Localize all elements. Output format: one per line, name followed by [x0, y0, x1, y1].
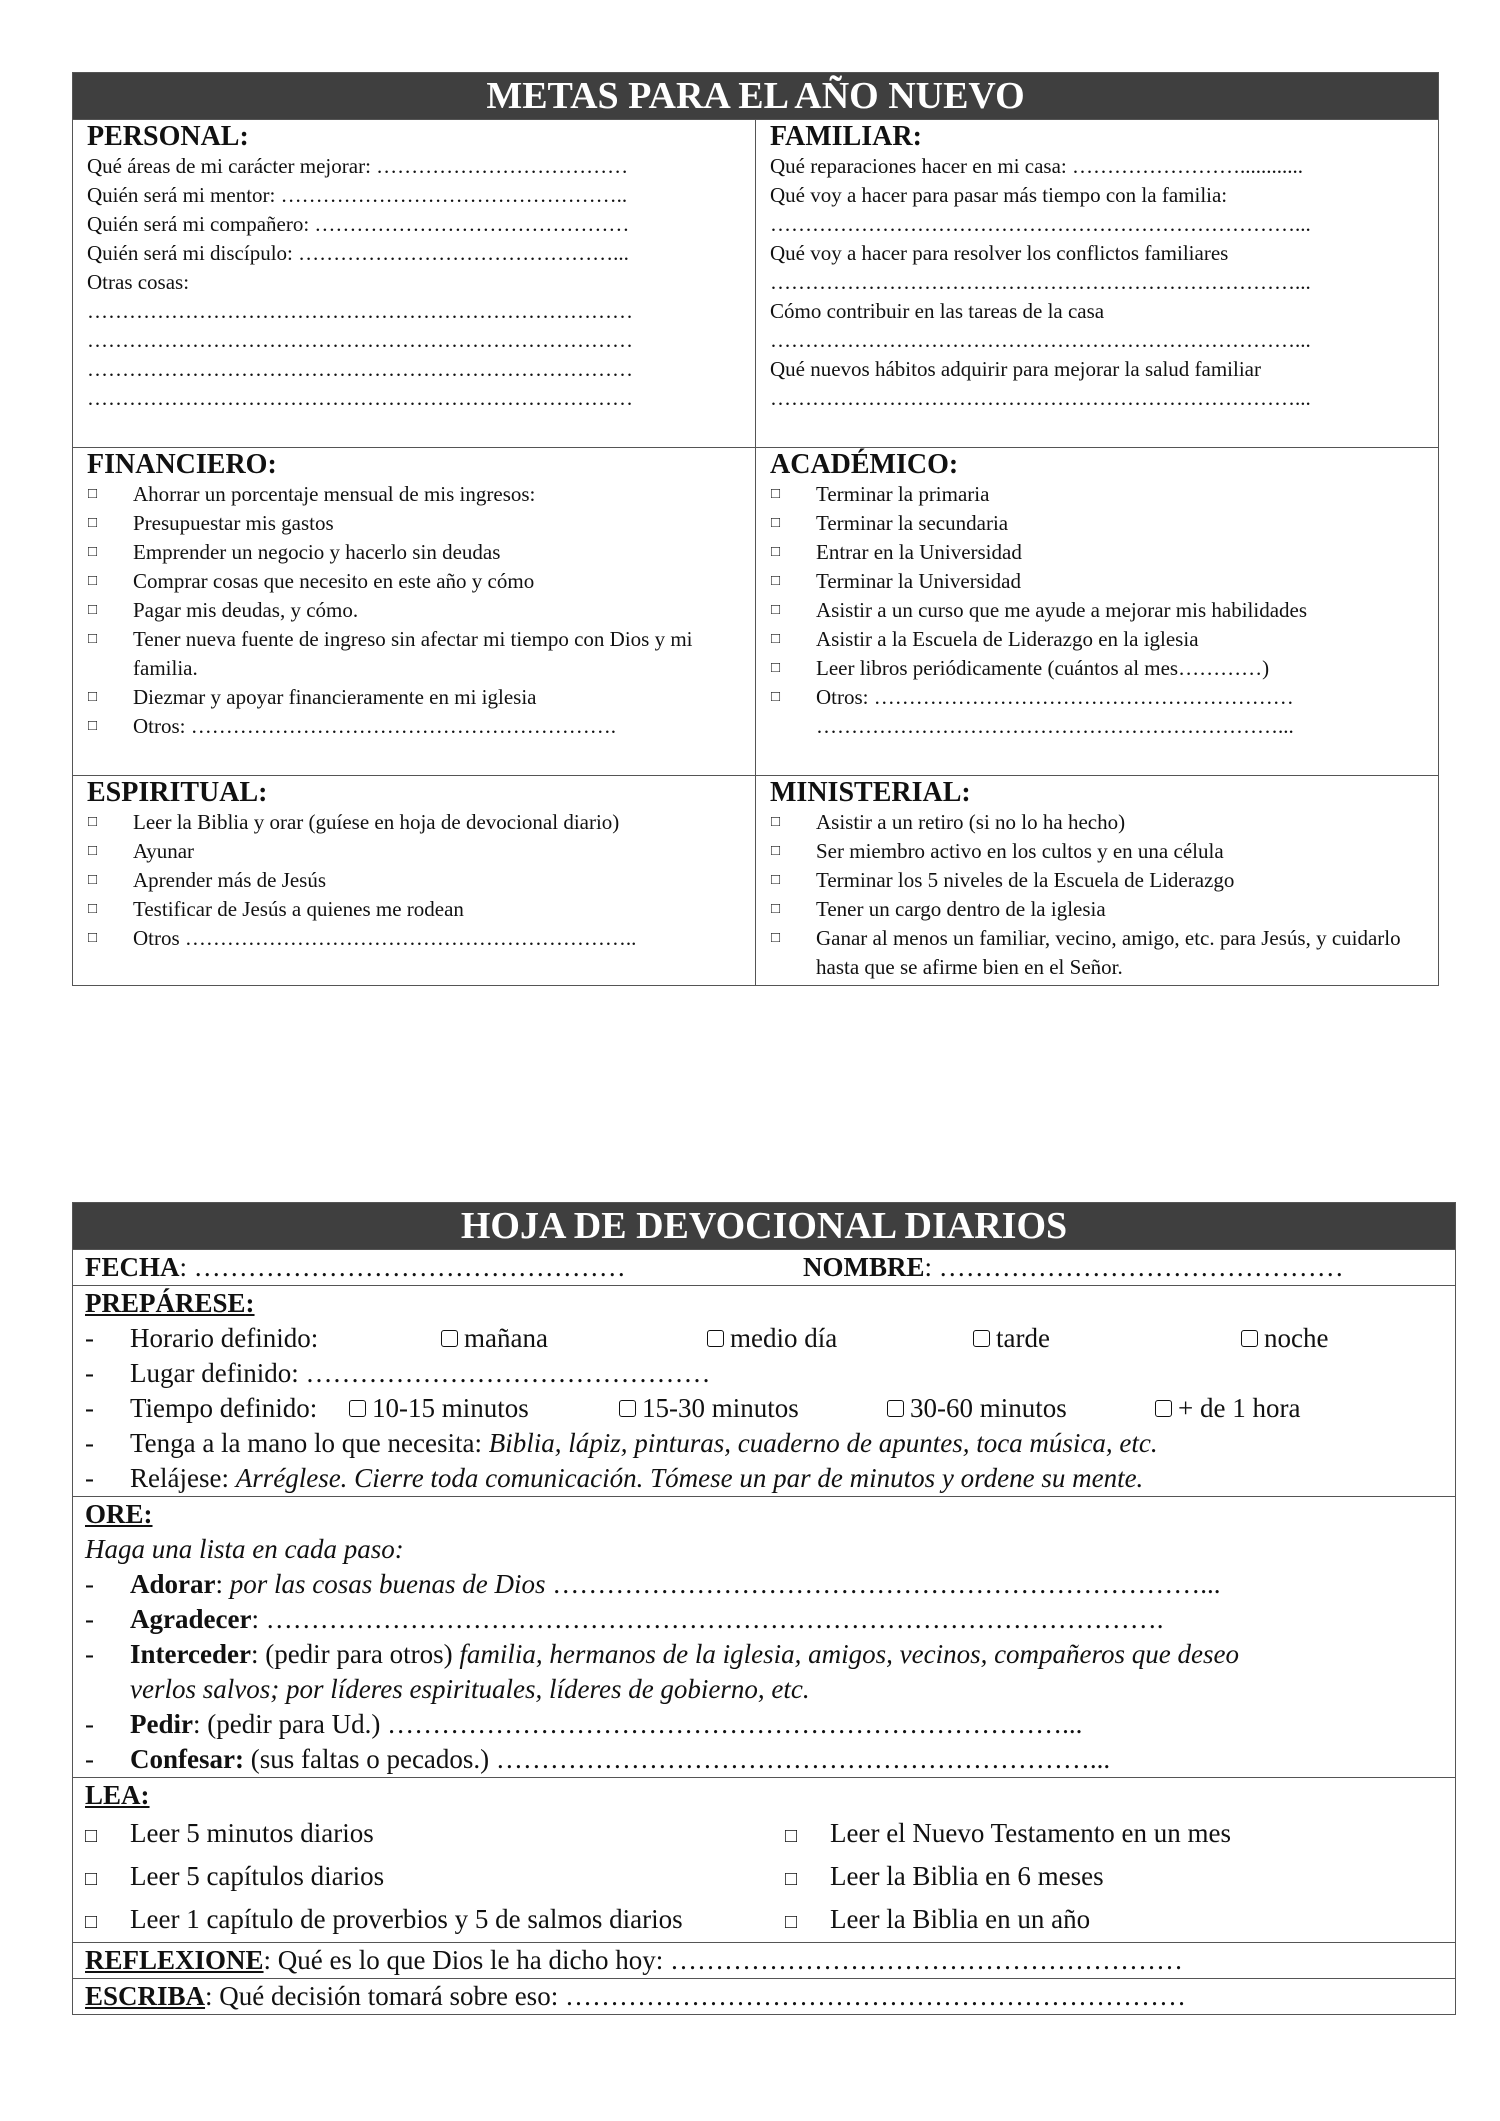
checkbox-icon[interactable]: □: [771, 930, 781, 946]
checkbox-icon[interactable]: □: [785, 1825, 798, 1847]
checkbox-icon[interactable]: □: [771, 814, 781, 830]
ore-intro: Haga una lista en cada paso:: [85, 1534, 404, 1564]
checklist-item[interactable]: □ Asistir a un retiro (si no lo ha hecho): [770, 808, 1424, 837]
personal-line: ……………………………………………………………………: [87, 299, 633, 323]
metas-title: METAS PARA EL AÑO NUEVO: [73, 73, 1439, 120]
relajese-row: - Relájese: Arréglese. Cierre toda comunicación. Tómese un par de minutos y ordene su mente.: [85, 1463, 1144, 1493]
checklist-item[interactable]: □ Otros: …………………………………………………….: [87, 712, 741, 741]
lea-option[interactable]: □ Leer la Biblia en un año: [785, 1899, 1443, 1942]
checklist-item[interactable]: □ Leer la Biblia y orar (guíese en hoja de devocional diario): [87, 808, 741, 837]
checklist-item[interactable]: □ Terminar la secundaria: [770, 509, 1424, 538]
checkbox-icon[interactable]: [349, 1400, 366, 1417]
preparese-heading: PREPÁRESE:: [85, 1288, 255, 1318]
personal-line: Quién será mi mentor: …………………………………………..: [87, 183, 628, 207]
checklist-continuation: …………………………………………………………...: [816, 714, 1294, 738]
checklist-item[interactable]: □ Aprender más de Jesús: [87, 866, 741, 895]
checkbox-icon[interactable]: □: [771, 515, 781, 531]
checkbox-icon[interactable]: [887, 1400, 904, 1417]
academico-cell: [756, 448, 1439, 776]
checklist-item[interactable]: □ Ganar al menos un familiar, vecino, amigo, etc. para Jesús, y cuidarlo hasta que se afirme bien en el Señor.: [770, 924, 1424, 982]
personal-line: Otras cosas:: [87, 270, 190, 294]
checkbox-icon[interactable]: □: [88, 515, 98, 531]
checkbox-icon[interactable]: □: [771, 544, 781, 560]
ore-section: [73, 1497, 1456, 1778]
checklist-item[interactable]: □ Ayunar: [87, 837, 741, 866]
checklist-item[interactable]: □ Terminar la primaria: [770, 480, 1424, 509]
personal-line: Qué áreas de mi carácter mejorar: ………………………………: [87, 154, 629, 178]
reflexione-row[interactable]: REFLEXIONE: Qué es lo que Dios le ha dicho hoy: …………………………………………………: [73, 1943, 1456, 1979]
checkbox-icon[interactable]: □: [88, 689, 98, 705]
checkbox-icon[interactable]: □: [88, 901, 98, 917]
checkbox-icon[interactable]: □: [771, 602, 781, 618]
option-manana[interactable]: mañana: [441, 1321, 707, 1356]
lea-option[interactable]: □ Leer 1 capítulo de proverbios y 5 de salmos diarios: [85, 1899, 785, 1942]
checkbox-icon[interactable]: □: [88, 631, 98, 647]
lea-option[interactable]: □ Leer la Biblia en 6 meses: [785, 1856, 1443, 1899]
academico-heading: ACADÉMICO:: [770, 449, 959, 480]
familiar-line: …………………………………………………………………...: [770, 386, 1311, 410]
checkbox-icon[interactable]: □: [85, 1868, 98, 1890]
personal-line: ……………………………………………………………………: [87, 357, 633, 381]
checkbox-icon[interactable]: □: [88, 544, 98, 560]
checkbox-icon[interactable]: [1155, 1400, 1172, 1417]
checkbox-icon[interactable]: [619, 1400, 636, 1417]
familiar-line: Cómo contribuir en las tareas de la casa: [770, 299, 1105, 323]
checklist-item[interactable]: □ Asistir a la Escuela de Liderazgo en la iglesia: [770, 625, 1424, 654]
personal-line: ……………………………………………………………………: [87, 328, 633, 352]
checkbox-icon[interactable]: □: [88, 602, 98, 618]
checkbox-icon[interactable]: □: [771, 631, 781, 647]
personal-cell: [73, 120, 756, 448]
checkbox-icon[interactable]: □: [771, 660, 781, 676]
option-15-30[interactable]: 15-30 minutos: [619, 1391, 887, 1426]
checkbox-icon[interactable]: □: [771, 486, 781, 502]
lea-options: [85, 1813, 1443, 1942]
checkbox-icon[interactable]: □: [771, 689, 781, 705]
checkbox-icon[interactable]: [707, 1330, 724, 1347]
financiero-heading: FINANCIERO:: [87, 449, 277, 480]
checklist-item[interactable]: □ Leer libros periódicamente (cuántos al mes…………): [770, 654, 1424, 683]
interceder-row-cont: verlos salvos; por líderes espirituales, líderes de gobierno, etc.: [130, 1674, 810, 1704]
checkbox-icon[interactable]: [1241, 1330, 1258, 1347]
ministerial-cell: [756, 776, 1439, 986]
familiar-line: Qué voy a hacer para pasar más tiempo con la familia:: [770, 183, 1228, 207]
fecha-field[interactable]: FECHA: …………………………………………: [85, 1252, 626, 1282]
checklist-item[interactable]: □ Otros: ……………………………………………………: [770, 683, 1424, 712]
checklist-item[interactable]: □ Diezmar y apoyar financieramente en mi iglesia: [87, 683, 741, 712]
adorar-row[interactable]: - Adorar : por las cosas buenas de Dios ………………………………………………………………...: [85, 1569, 1221, 1599]
checkbox-icon[interactable]: □: [785, 1911, 798, 1933]
espiritual-cell: [73, 776, 756, 986]
checkbox-icon[interactable]: □: [88, 486, 98, 502]
lea-option[interactable]: □ Leer 5 capítulos diarios: [85, 1856, 785, 1899]
familiar-line: Qué reparaciones hacer en mi casa: ……………………............: [770, 154, 1303, 178]
checklist-item[interactable]: □ Terminar la Universidad: [770, 567, 1424, 596]
familiar-line: Qué voy a hacer para resolver los conflictos familiares: [770, 241, 1229, 265]
option-noche[interactable]: noche: [1241, 1321, 1328, 1356]
checkbox-icon[interactable]: □: [771, 573, 781, 589]
lea-heading: LEA:: [85, 1780, 150, 1810]
checkbox-icon[interactable]: □: [785, 1868, 798, 1890]
personal-line: Quién será mi compañero: ………………………………………: [87, 212, 630, 236]
option-30-60[interactable]: 30-60 minutos: [887, 1391, 1155, 1426]
financiero-cell: [73, 448, 756, 776]
horario-row: - Horario definido: mañana medio día tarde noche: [85, 1321, 1443, 1356]
checkbox-icon[interactable]: □: [88, 843, 98, 859]
familiar-line: …………………………………………………………………...: [770, 270, 1311, 294]
checkbox-icon[interactable]: □: [771, 843, 781, 859]
familiar-line: …………………………………………………………………...: [770, 212, 1311, 236]
lea-option[interactable]: □ Leer el Nuevo Testamento en un mes: [785, 1813, 1443, 1856]
personal-line: Quién será mi discípulo: ………………………………………...: [87, 241, 629, 265]
personal-line: ……………………………………………………………………: [87, 386, 633, 410]
option-10-15[interactable]: 10-15 minutos: [349, 1391, 619, 1426]
lugar-row: - Lugar definido: ………………………………………: [85, 1358, 711, 1388]
checkbox-icon[interactable]: [441, 1330, 458, 1347]
familiar-line: …………………………………………………………………...: [770, 328, 1311, 352]
checklist-item[interactable]: □ Ahorrar un porcentaje mensual de mis ingresos:: [87, 480, 741, 509]
option-mas-1-hora[interactable]: + de 1 hora: [1155, 1391, 1300, 1426]
checklist-item[interactable]: □ Ser miembro activo en los cultos y en una célula: [770, 837, 1424, 866]
interceder-row[interactable]: - Interceder : (pedir para otros) familia, hermanos de la iglesia, amigos, vecinos, compañeros que deseo: [85, 1639, 1240, 1669]
option-medio-dia[interactable]: medio día: [707, 1321, 973, 1356]
lea-section: [73, 1778, 1456, 1943]
checklist-item[interactable]: □ Tener un cargo dentro de la iglesia: [770, 895, 1424, 924]
confesar-row[interactable]: - Confesar: (sus faltas o pecados.) …………………………………………………………...: [85, 1744, 1111, 1774]
checklist-item[interactable]: □ Otros ………………………………………………………..: [87, 924, 741, 953]
agradecer-row[interactable]: - Agradecer : ……………………………………………………………………………………….: [85, 1604, 1164, 1634]
personal-heading: PERSONAL:: [87, 121, 249, 152]
devocional-title: HOJA DE DEVOCIONAL DIARIOS: [73, 1203, 1456, 1250]
checklist-item[interactable]: □ Asistir a un curso que me ayude a mejorar mis habilidades: [770, 596, 1424, 625]
checkbox-icon[interactable]: □: [771, 901, 781, 917]
lea-option[interactable]: □ Leer 5 minutos diarios: [85, 1813, 785, 1856]
nombre-field[interactable]: NOMBRE: ………………………………………: [803, 1252, 1344, 1282]
checkbox-icon[interactable]: □: [85, 1825, 98, 1847]
checkbox-icon[interactable]: □: [88, 718, 98, 734]
option-tarde[interactable]: tarde: [973, 1321, 1241, 1356]
checklist-item[interactable]: □ Emprender un negocio y hacerlo sin deudas: [87, 538, 741, 567]
escriba-row[interactable]: ESCRIBA: Qué decisión tomará sobre eso: ……………………………………………………………: [73, 1979, 1456, 2015]
checkbox-icon[interactable]: □: [85, 1911, 98, 1933]
metas-table: [72, 72, 1439, 986]
checklist-item[interactable]: □ Presupuestar mis gastos: [87, 509, 741, 538]
checkbox-icon[interactable]: □: [771, 872, 781, 888]
tiempo-row: - Tiempo definido: 10-15 minutos 15-30 minutos 30-60 minutos + de 1 hora: [85, 1391, 1443, 1426]
espiritual-heading: ESPIRITUAL:: [87, 777, 268, 808]
fecha-nombre-row: [73, 1250, 1456, 1286]
familiar-cell: [756, 120, 1439, 448]
checkbox-icon[interactable]: □: [88, 814, 98, 830]
checkbox-icon[interactable]: □: [88, 573, 98, 589]
preparese-section: [73, 1286, 1456, 1497]
checklist-item[interactable]: □ Testificar de Jesús a quienes me rodean: [87, 895, 741, 924]
checklist-item[interactable]: □ Terminar los 5 niveles de la Escuela de Liderazgo: [770, 866, 1424, 895]
checklist-item[interactable]: □ Pagar mis deudas, y cómo.: [87, 596, 741, 625]
devocional-table: [72, 1202, 1456, 2015]
checkbox-icon[interactable]: □: [88, 930, 98, 946]
checklist-item[interactable]: □ Tener nueva fuente de ingreso sin afectar mi tiempo con Dios y mi familia.: [87, 625, 741, 683]
checklist-item[interactable]: □ Entrar en la Universidad: [770, 538, 1424, 567]
ministerial-heading: MINISTERIAL:: [770, 777, 971, 808]
checklist-item[interactable]: □ Comprar cosas que necesito en este año y cómo: [87, 567, 741, 596]
checkbox-icon[interactable]: □: [88, 872, 98, 888]
tenga-row: - Tenga a la mano lo que necesita: Biblia, lápiz, pinturas, cuaderno de apuntes, toca música, etc.: [85, 1428, 1158, 1458]
checkbox-icon[interactable]: [973, 1330, 990, 1347]
familiar-heading: FAMILIAR:: [770, 121, 922, 152]
pedir-row[interactable]: - Pedir : (pedir para Ud.) …………………………………………………………………...: [85, 1709, 1083, 1739]
ore-heading: ORE:: [85, 1499, 153, 1529]
familiar-line: Qué nuevos hábitos adquirir para mejorar la salud familiar: [770, 357, 1261, 381]
